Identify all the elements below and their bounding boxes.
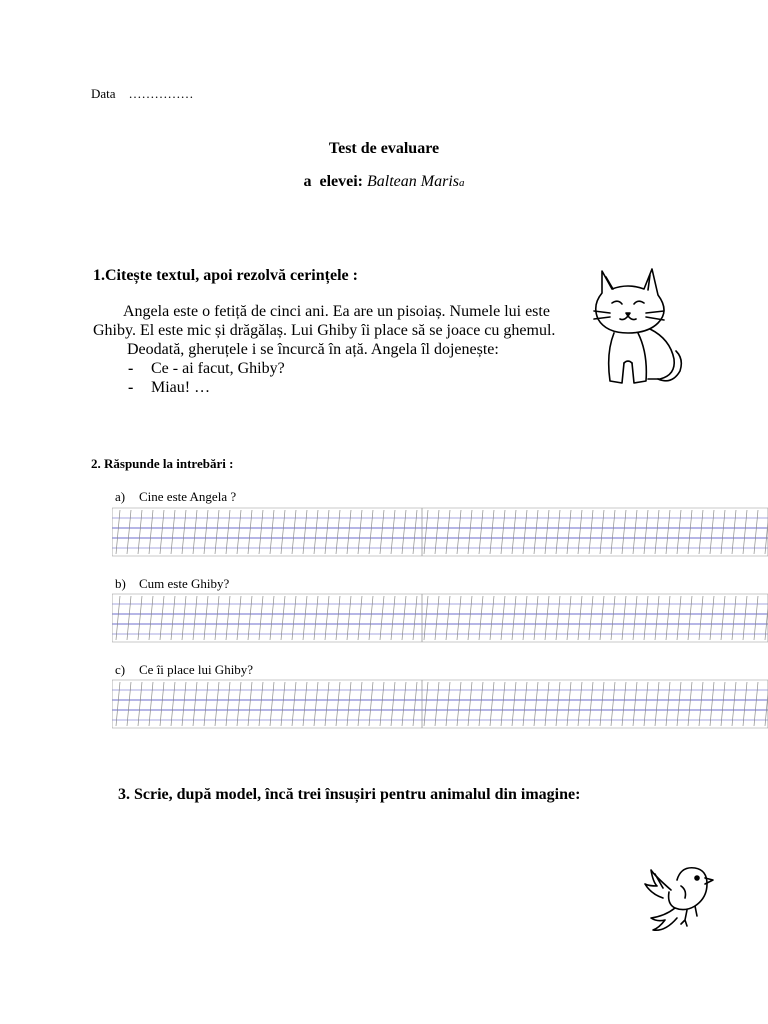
slant-line [446,682,450,726]
slant-line [754,510,758,554]
slant-line [314,596,318,640]
question-b [115,576,229,592]
slant-line [248,596,252,640]
slant-line [380,510,384,554]
slant-line [743,596,747,640]
slant-line [732,510,736,554]
slant-line [743,510,747,554]
slant-line [292,596,296,640]
slant-line [193,596,197,640]
story-paragraph-1: Angela este o fetiță de cinci ani. Ea are un pisoiaș. Numele lui este Ghiby. El este mic și drăgălaș. Lui Ghiby îi place să se joace cu ghemul. [93,303,556,339]
slant-line [347,596,351,640]
slant-line [204,510,208,554]
slant-line [138,682,142,726]
dialog-dash: - [128,379,134,396]
slant-line [490,596,494,640]
slant-line [226,682,230,726]
slant-line [501,682,505,726]
slant-line [270,682,274,726]
slant-line [358,682,362,726]
slant-line [325,596,329,640]
page-title: Test de evaluare [328,140,440,157]
slant-line [369,596,373,640]
slant-line [116,510,120,554]
question-a [115,489,236,505]
slant-line [116,682,120,726]
slant-line [248,682,252,726]
slant-line [545,510,549,554]
slant-line [512,596,516,640]
handwriting-ruling [112,506,768,558]
slant-line [160,682,164,726]
slant-line [732,596,736,640]
slant-line [413,596,417,640]
slant-line [622,510,626,554]
slant-line [281,596,285,640]
slant-line [248,510,252,554]
slant-line [402,510,406,554]
slant-line [347,510,351,554]
dialog-text: Miau! … [151,379,211,396]
slant-line [457,682,461,726]
slant-line [358,510,362,554]
slant-line [259,596,263,640]
slant-line [644,510,648,554]
slant-line [644,682,648,726]
slant-line [622,596,626,640]
slant-line [336,510,340,554]
slant-line [732,682,736,726]
slant-line [501,596,505,640]
question-label: c) [115,662,126,677]
slant-line [171,510,175,554]
question-text: Ce îi place lui Ghiby? [139,662,254,677]
slant-line [457,510,461,554]
slant-line [743,682,747,726]
slant-line [666,596,670,640]
slant-line [127,510,131,554]
exercise3-heading: 3. Scrie, după model, încă trei însușiri pentru animalul din imagine: [118,786,581,803]
slant-line [116,596,120,640]
slant-line [259,682,263,726]
slant-line [336,682,340,726]
slant-line [391,596,395,640]
slant-line [226,510,230,554]
slant-line [182,596,186,640]
slant-line [391,510,395,554]
exercise2-heading: 2. Răspunde la intrebări : [91,456,234,471]
slant-line [490,682,494,726]
slant-line [435,682,439,726]
slant-line [138,596,142,640]
slant-line [523,682,527,726]
slant-line [600,510,604,554]
slant-line [754,596,758,640]
slant-line [303,682,307,726]
story-text [93,302,573,397]
slant-line [688,596,692,640]
slant-line [424,510,428,554]
slant-line [534,596,538,640]
slant-line [468,682,472,726]
slant-line [314,682,318,726]
slant-line [402,682,406,726]
slant-line [380,596,384,640]
slant-line [556,682,560,726]
slant-line [336,596,340,640]
slant-line [545,682,549,726]
question-text: Cum este Ghiby? [139,576,230,591]
slant-line [688,682,692,726]
subtitle-prefix: a [303,173,312,190]
slant-line [721,596,725,640]
slant-line [413,510,417,554]
slant-line [611,510,615,554]
slant-line [325,510,329,554]
slant-line [237,682,241,726]
handwriting-ruling [112,592,768,644]
slant-line [369,682,373,726]
slant-line [721,510,725,554]
bird-icon [641,856,715,946]
slant-line [171,682,175,726]
slant-line [468,510,472,554]
dialog-line [93,359,573,378]
slant-line [699,682,703,726]
slant-line [413,682,417,726]
slant-line [611,596,615,640]
slant-line [600,596,604,640]
slant-line [655,510,659,554]
slant-line [611,682,615,726]
slant-line [237,510,241,554]
slant-line [468,596,472,640]
slant-line [710,596,714,640]
slant-line [523,596,527,640]
question-label: b) [115,576,126,591]
slant-line [160,510,164,554]
slant-line [710,510,714,554]
slant-line [270,510,274,554]
slant-line [193,682,197,726]
student-line [0,173,768,191]
writing-lines[interactable] [112,592,768,644]
slant-line [127,682,131,726]
slant-line [149,510,153,554]
slant-line [259,510,263,554]
slant-line [215,682,219,726]
slant-line [699,596,703,640]
slant-line [589,682,593,726]
slant-line [534,682,538,726]
handwriting-ruling [112,678,768,730]
slant-line [567,510,571,554]
slant-line [578,596,582,640]
slant-line [215,510,219,554]
slant-line [424,682,428,726]
student-name-last: a [459,177,465,189]
question-c [115,662,253,678]
slant-line [292,510,296,554]
slant-line [556,510,560,554]
student-name: Baltean Maris [367,173,460,190]
slant-line [589,510,593,554]
slant-line [127,596,131,640]
slant-line [556,596,560,640]
exercise1-heading: 1.Citește textul, apoi rezolvă cerințele : [93,267,358,284]
slant-line [182,510,186,554]
slant-line [567,682,571,726]
slant-line [578,682,582,726]
slant-line [237,596,241,640]
slant-line [699,510,703,554]
question-label: a) [115,489,126,504]
slant-line [303,510,307,554]
slant-line [490,510,494,554]
slant-line [149,682,153,726]
slant-line [358,596,362,640]
slant-line [479,596,483,640]
slant-line [424,596,428,640]
slant-line [589,596,593,640]
slant-line [182,682,186,726]
slant-line [655,682,659,726]
slant-line [149,596,153,640]
slant-line [655,596,659,640]
slant-line [677,510,681,554]
slant-line [534,510,538,554]
slant-line [633,510,637,554]
slant-line [138,510,142,554]
date-line [91,86,194,102]
slant-line [688,510,692,554]
slant-line [171,596,175,640]
slant-line [512,510,516,554]
slant-line [160,596,164,640]
slant-line [666,510,670,554]
slant-line [270,596,274,640]
slant-line [435,596,439,640]
slant-line [204,596,208,640]
slant-line [512,682,516,726]
slant-line [281,682,285,726]
slant-line [666,682,670,726]
slant-line [567,596,571,640]
dialog-list [93,359,573,397]
slant-line [633,596,637,640]
slant-line [281,510,285,554]
subtitle-label: elevei: [319,173,364,190]
date-dots: …………… [128,86,194,101]
slant-line [721,682,725,726]
cat-icon [588,263,686,389]
story-paragraph-2: Deodată, gheruțele i se încurcă în ață. Angela îl dojenește: [127,341,499,358]
slant-line [644,596,648,640]
slant-line [545,596,549,640]
slant-line [633,682,637,726]
slant-line [325,682,329,726]
slant-line [226,596,230,640]
slant-line [677,596,681,640]
dialog-line [93,378,573,397]
dialog-text: Ce - ai facut, Ghiby? [151,360,285,377]
slant-line [380,682,384,726]
slant-line [303,596,307,640]
slant-line [193,510,197,554]
slant-line [677,682,681,726]
dialog-dash: - [128,360,134,377]
slant-line [347,682,351,726]
slant-line [391,682,395,726]
slant-line [523,510,527,554]
slant-line [578,510,582,554]
date-label: Data [91,86,116,101]
slant-line [369,510,373,554]
slant-line [600,682,604,726]
writing-lines[interactable] [112,678,768,730]
slant-line [215,596,219,640]
slant-line [501,510,505,554]
slant-line [479,510,483,554]
slant-line [479,682,483,726]
slant-line [292,682,296,726]
slant-line [710,682,714,726]
slant-line [435,510,439,554]
slant-line [457,596,461,640]
slant-line [314,510,318,554]
slant-line [622,682,626,726]
slant-line [402,596,406,640]
slant-line [446,510,450,554]
slant-line [446,596,450,640]
slant-line [204,682,208,726]
writing-lines[interactable] [112,506,768,558]
slant-line [754,682,758,726]
question-text: Cine este Angela ? [139,489,237,504]
